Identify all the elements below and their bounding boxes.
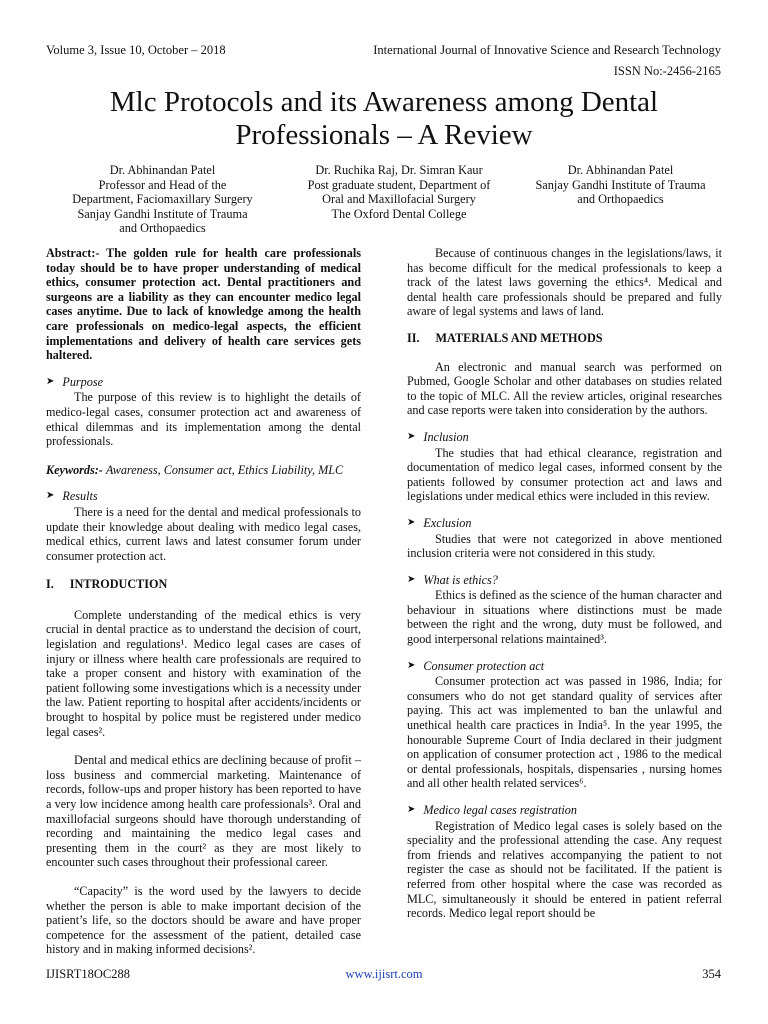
mlc-registration-label: Medico legal cases registration — [423, 803, 577, 817]
exclusion-paragraph: Studies that were not categorized in above mentioned inclusion criteria were not considered in this study. — [407, 531, 722, 561]
paper-title: Mlc Protocols and its Awareness among Dental Professionals – A Review — [109, 86, 659, 151]
ethics-paragraph: Ethics is defined as the science of the human character and behaviour in situations where distinctions must be made between the right and the wrong, duty must be followed, and good interpersonal relations maintained³. — [407, 588, 722, 647]
consumer-protection-label: Consumer protection act — [423, 658, 545, 673]
author-block — [40, 163, 728, 236]
arrow-bullet-icon: ➤ — [46, 375, 55, 387]
running-header-journal: International Journal of Innovative Science and Research Technology — [373, 43, 721, 57]
author-line: The Oxford Dental College — [331, 206, 467, 221]
intro-paragraph-1: Complete understanding of the medical ethics is very crucial in dental practice as to understand the decision of court, legislation and regulations¹. Medico legal cases are cases of injury or illness where health care professionals are required to take a proper consent and history with examination of the patient following some investigations which is a necessity under the law. Patient reporting to hospital after accidents/incidents or brought to hospital by police must be registered under medico legal cases². — [46, 607, 361, 739]
author-line: Dr. Abhinandan Patel — [567, 163, 674, 177]
section-title: MATERIALS AND METHODS — [435, 330, 603, 345]
introduction-heading — [46, 577, 361, 592]
results-heading — [46, 489, 361, 504]
mlc-registration-paragraph: Registration of Medico legal cases is solely based on the speciality and the professional attending the case. Any request from friends and relatives accompanying the patient to not register the case as should not be facilitated. If the patient is referred from other hospital where the case was recorded as MLC, simultaneously it should be entered in patient referral records. Medico legal report should be — [407, 818, 722, 921]
section-number: I. — [46, 577, 54, 592]
issn-label: ISSN No:-2456-2165 — [613, 64, 721, 78]
author-1 — [40, 163, 285, 236]
arrow-bullet-icon: ➤ — [407, 659, 416, 671]
running-header-volume: Volume 3, Issue 10, October – 2018 — [46, 43, 226, 57]
inclusion-heading — [407, 430, 722, 445]
purpose-label: Purpose — [62, 374, 104, 389]
arrow-bullet-icon: ➤ — [407, 430, 416, 442]
arrow-bullet-icon: ➤ — [407, 804, 416, 815]
keywords-label: Keywords:- — [46, 462, 103, 477]
arrow-bullet-icon: ➤ — [46, 490, 55, 502]
exclusion-label: Exclusion — [423, 515, 472, 530]
ethics-heading — [407, 573, 722, 588]
left-column — [46, 246, 361, 957]
inclusion-label: Inclusion — [423, 429, 469, 444]
purpose-heading — [46, 375, 361, 390]
results-label: Results — [62, 489, 98, 504]
arrow-bullet-icon: ➤ — [407, 516, 416, 528]
abstract-paragraph: Abstract:- The golden rule for health care professionals today should be to have proper understanding of medical ethics, consumer protection act. Dental practitioners and surgeons are a liability as they can encounter medico legal cases anytime. Due to lack of knowledge among the health care professionals on medico-legal aspects, the efficient implementations and delivery of health care services gets haltered. — [46, 246, 361, 363]
results-paragraph: There is a need for the dental and medical professionals to update their knowledge about dealing with medico legal cases, medical ethics, current laws and latest consumer forum under consumer protection act. — [46, 504, 361, 563]
journal-website-link[interactable]: www.ijisrt.com — [345, 967, 423, 981]
mlc-registration-heading — [407, 803, 722, 818]
author-line: and Orthopaedics — [577, 192, 664, 206]
author-2 — [285, 163, 513, 236]
consumer-protection-paragraph: Consumer protection act was passed in 1986, India; for consumers who do not get standard quality of services after paying. This act was implemented to ban the unlawful and unethical health care practices in India⁵. In the year 1995, the honourable Supreme Court of India declared in their judgment on application of consumer protection act , 1986 to the medical or dental professionals, hospitals, dispensaries , nursing homes and all other health related services⁶. — [407, 674, 722, 791]
purpose-paragraph: The purpose of this review is to highlight the details of medico-legal cases, consumer protection act and awareness of ethical dilemmas and its implementation among the dental professionals. — [46, 390, 361, 449]
author-line: Dr. Abhinandan Patel — [109, 163, 216, 177]
page-number: 354 — [702, 967, 721, 981]
article-code: IJISRT18OC288 — [46, 967, 130, 981]
author-line: Dr. Ruchika Raj, Dr. Simran Kaur — [315, 163, 483, 177]
keywords-value: Awareness, Consumer act, Ethics Liability, MLC — [105, 462, 344, 477]
laws-paragraph: Because of continuous changes in the legislations/laws, it has become difficult for the medical professionals to keep a track of the latest laws governing the ethics⁴. Medical and dental health care professionals should be prepared and fully aware of legal systems and laws of land. — [407, 246, 722, 319]
materials-methods-paragraph: An electronic and manual search was performed on Pubmed, Google Scholar and other databases on studies related to the topic of MLC. All the review articles, original researches and case reports were taken into consideration by the authors. — [407, 359, 722, 418]
arrow-bullet-icon: ➤ — [407, 573, 416, 585]
right-column — [407, 246, 722, 921]
consumer-protection-heading — [407, 659, 722, 674]
inclusion-paragraph: The studies that had ethical clearance, registration and documentation of medico legal cases, informed consent by the patients followed by consumer protection act and laws and legislations under medical ethics were included in this review. — [407, 445, 722, 504]
section-title: INTRODUCTION — [69, 577, 168, 592]
section-number: II. — [407, 330, 420, 345]
author-3 — [513, 163, 728, 236]
author-line: Sanjay Gandhi Institute of Trauma — [535, 177, 706, 192]
author-line: Oral and Maxillofacial Surgery — [322, 192, 476, 206]
materials-methods-heading — [407, 331, 722, 346]
author-line: Sanjay Gandhi Institute of Trauma — [77, 206, 248, 221]
intro-paragraph-2: Dental and medical ethics are declining because of profit –loss business and commercial marketing. Maintenance of records, follow-ups and proper history has been reported to have a very low incidence among health care professionals³. Oral and maxillofacial surgeons should have thorough understanding of recording and maintaining the medico legal cases and presenting them in the court² as they are most likely to encounter such cases throughout their professional career. — [46, 753, 361, 870]
keywords-paragraph — [46, 463, 361, 478]
author-line: Post graduate student, Department of — [307, 177, 491, 192]
author-line: Department, Faciomaxillary Surgery — [72, 192, 253, 206]
author-line: and Orthopaedics — [119, 221, 206, 235]
ethics-label: What is ethics? — [423, 572, 498, 587]
intro-paragraph-3: “Capacity” is the word used by the lawyers to decide whether the person is able to make important decision of the patient’s life, so the doctors should be aware and have proper competence for the assessment of the patient, detailed case history and in making informed decisions². — [46, 883, 361, 957]
exclusion-heading — [407, 516, 722, 531]
author-line: Professor and Head of the — [98, 177, 227, 192]
